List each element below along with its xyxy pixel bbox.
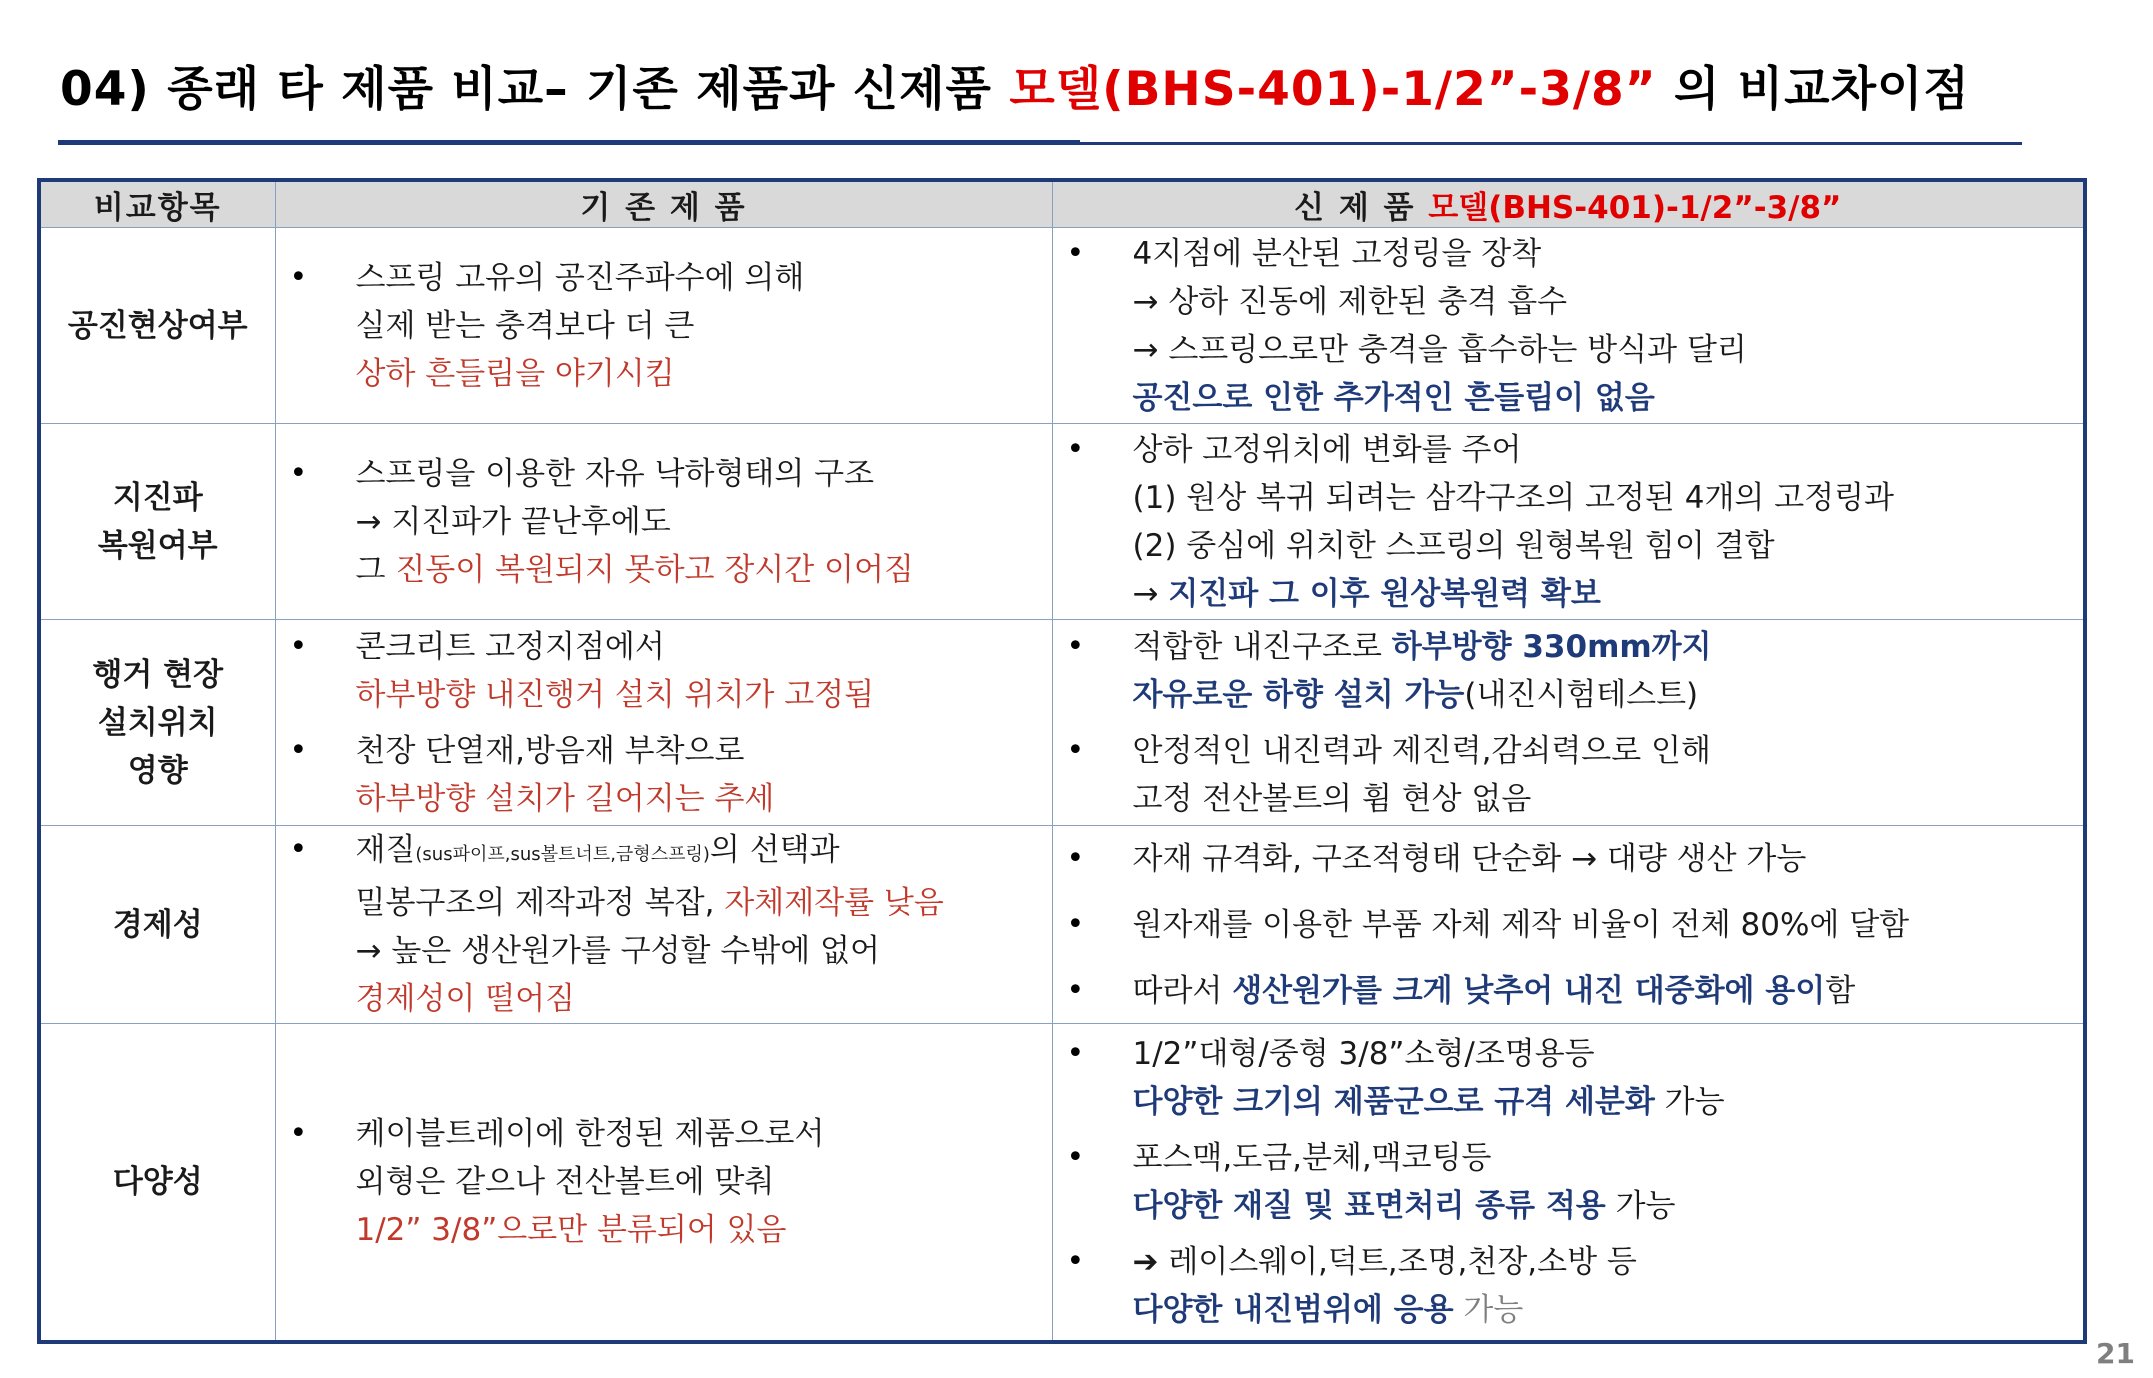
text-line: 경제성이 떨어짐	[355, 981, 575, 1017]
new-cell	[1052, 228, 2085, 424]
text-fragment: 다양한 크기의 제품군으로 규격 세분화	[1132, 1083, 1655, 1120]
label-line: 행거 현장	[92, 656, 224, 693]
title-underline-thin	[1080, 142, 2022, 145]
title-suffix: 의 비교차이점	[1656, 62, 1970, 117]
text-line: 천장 단열재,방음재 부착으로	[355, 732, 745, 769]
text-fragment: 함	[1825, 972, 1856, 1009]
page-title	[60, 52, 1970, 119]
text-fragment: 적합한 내진구조로	[1132, 628, 1392, 665]
text-fragment: 가능	[1654, 1083, 1725, 1120]
text-line: 상하 흔들림을 야기시킴	[355, 355, 675, 392]
text-line: 원자재를 이용한 부품 자체 제작 비율이 전체 80%에 달함	[1132, 906, 1910, 943]
text-line: 1/2” 3/8”으로만 분류되어 있음	[355, 1211, 787, 1248]
row-label: 다양성	[39, 1024, 275, 1342]
list-item	[1053, 1030, 2084, 1126]
new-cell	[1052, 424, 2085, 620]
list-item	[1053, 901, 2084, 949]
text-fragment: (내진시험테스트)	[1464, 676, 1699, 713]
existing-cell	[275, 424, 1052, 620]
row-label	[39, 620, 275, 826]
text-line: 상하 고정위치에 변화를 주어	[1132, 431, 1522, 468]
title-underline-thick	[58, 140, 1080, 145]
header-existing: 기 존 제 품	[275, 180, 1052, 228]
table-row	[39, 620, 2085, 826]
text-line: 포스맥,도금,분체,맥코팅등	[1132, 1139, 1492, 1176]
text-line: → 스프링으로만 충격을 흡수하는 방식과 달리	[1132, 331, 1747, 368]
header-new-model: 모델(BHS-401)-1/2”-3/8”	[1428, 190, 1842, 226]
text-line: 스프링 고유의 공진주파수에 의해	[355, 259, 805, 296]
text-fragment: 자체제작률 낮음	[724, 885, 944, 921]
label-line: 설치위치	[97, 704, 218, 741]
text-fragment: 재질	[355, 832, 416, 868]
list-item	[1053, 1134, 2084, 1230]
text-line: (1) 원상 복귀 되려는 삼각구조의 고정된 4개의 고정링과	[1132, 479, 1894, 516]
list-item	[276, 727, 1052, 823]
existing-cell	[275, 620, 1052, 826]
text-fragment: 진동이 복원되지 못하고 장시간 이어짐	[395, 551, 914, 588]
list-item	[1053, 727, 2084, 823]
text-line: 실제 받는 충격보다 더 큰	[355, 307, 695, 344]
list-item	[276, 450, 1052, 594]
text-line: ➔ 레이스웨이,덕트,조명,천장,소방 등	[1132, 1243, 1637, 1280]
text-line: 고정 전산볼트의 휨 현상 없음	[1132, 780, 1532, 817]
title-model: 모델(BHS-401)-1/2”-3/8”	[1009, 62, 1657, 117]
list-item	[276, 1110, 1052, 1254]
text-line: 스프링을 이용한 자유 낙하형태의 구조	[355, 455, 875, 492]
row-label: 경제성	[39, 826, 275, 1024]
text-fragment: 다양한 내진범위에 응용	[1132, 1291, 1454, 1328]
text-line: → 상하 진동에 제한된 충격 흡수	[1132, 283, 1568, 320]
header-new	[1052, 180, 2085, 228]
row-label: 공진현상여부	[39, 228, 275, 424]
list-item	[1053, 230, 2084, 422]
text-line: 안정적인 내진력과 제진력,감쇠력으로 인해	[1132, 732, 1711, 769]
text-fragment: 지진파 그 이후 원상복원력 확보	[1168, 575, 1601, 612]
text-fragment: 그	[355, 551, 396, 588]
text-fragment: 따라서	[1132, 972, 1233, 1009]
list-item	[276, 826, 1052, 1023]
table-row	[39, 228, 2085, 424]
text-line: 콘크리트 고정지점에서	[355, 628, 665, 665]
new-cell	[1052, 826, 2085, 1024]
list-item	[1053, 967, 2084, 1015]
header-new-prefix: 신 제 품	[1294, 190, 1429, 226]
existing-cell	[275, 1024, 1052, 1342]
table-header-row	[39, 180, 2085, 228]
list-item	[276, 623, 1052, 719]
text-fragment: 의 선택과	[709, 832, 840, 868]
new-cell	[1052, 1024, 2085, 1342]
title-prefix: 04) 종래 타 제품 비교– 기존 제품과 신제품	[60, 62, 1010, 117]
text-fragment: 밀봉구조의 제작과정 복잡,	[355, 885, 725, 921]
list-item	[1053, 835, 2084, 883]
existing-cell	[275, 826, 1052, 1024]
text-line: → 지진파가 끝난후에도	[355, 503, 671, 540]
text-fragment: 하부방향 330mm까지	[1391, 628, 1712, 665]
text-line: 1/2”대형/중형 3/8”소형/조명용등	[1132, 1035, 1595, 1072]
text-fragment: 자유로운 하향 설치 가능	[1132, 676, 1465, 713]
text-fragment-small: (sus파이프,sus볼트너트,금형스프링)	[415, 844, 710, 865]
text-line: 케이블트레이에 한정된 제품으로서	[355, 1115, 825, 1152]
existing-cell	[275, 228, 1052, 424]
text-fragment: →	[1132, 575, 1169, 612]
text-line: (2) 중심에 위치한 스프링의 원형복원 힘이 결합	[1132, 527, 1775, 564]
text-line: 자재 규격화, 구조적형태 단순화 → 대량 생산 가능	[1132, 840, 1807, 877]
text-fragment: 생산원가를 크게 낮추어 내진 대중화에 용이	[1232, 972, 1826, 1009]
text-line: 외형은 같으나 전산볼트에 맞춰	[355, 1163, 775, 1200]
text-fragment: 가능	[1453, 1291, 1524, 1328]
text-fragment: 다양한 재질 및 표면처리 종류 적용	[1132, 1187, 1606, 1224]
label-line: 복원여부	[97, 527, 218, 564]
table-row	[39, 826, 2085, 1024]
list-item	[1053, 623, 2084, 719]
header-item: 비교항목	[39, 180, 275, 228]
list-item	[1053, 426, 2084, 618]
label-line: 영향	[127, 752, 188, 789]
text-line: → 높은 생산원가를 구성할 수밖에 없어	[355, 933, 880, 969]
text-fragment: 가능	[1605, 1187, 1676, 1224]
table-row	[39, 1024, 2085, 1342]
text-line: 하부방향 내진행거 설치 위치가 고정됨	[355, 676, 875, 713]
text-line: 공진으로 인한 추가적인 흔들림이 없음	[1132, 379, 1655, 416]
page-number: 21	[2096, 1337, 2135, 1370]
label-line: 지진파	[112, 479, 203, 516]
list-item	[276, 254, 1052, 398]
table-row	[39, 424, 2085, 620]
text-line: 4지점에 분산된 고정링을 장착	[1132, 235, 1542, 272]
new-cell	[1052, 620, 2085, 826]
text-line: 하부방향 설치가 길어지는 추세	[355, 780, 775, 817]
comparison-table	[37, 178, 2087, 1344]
list-item	[1053, 1238, 2084, 1334]
row-label	[39, 424, 275, 620]
